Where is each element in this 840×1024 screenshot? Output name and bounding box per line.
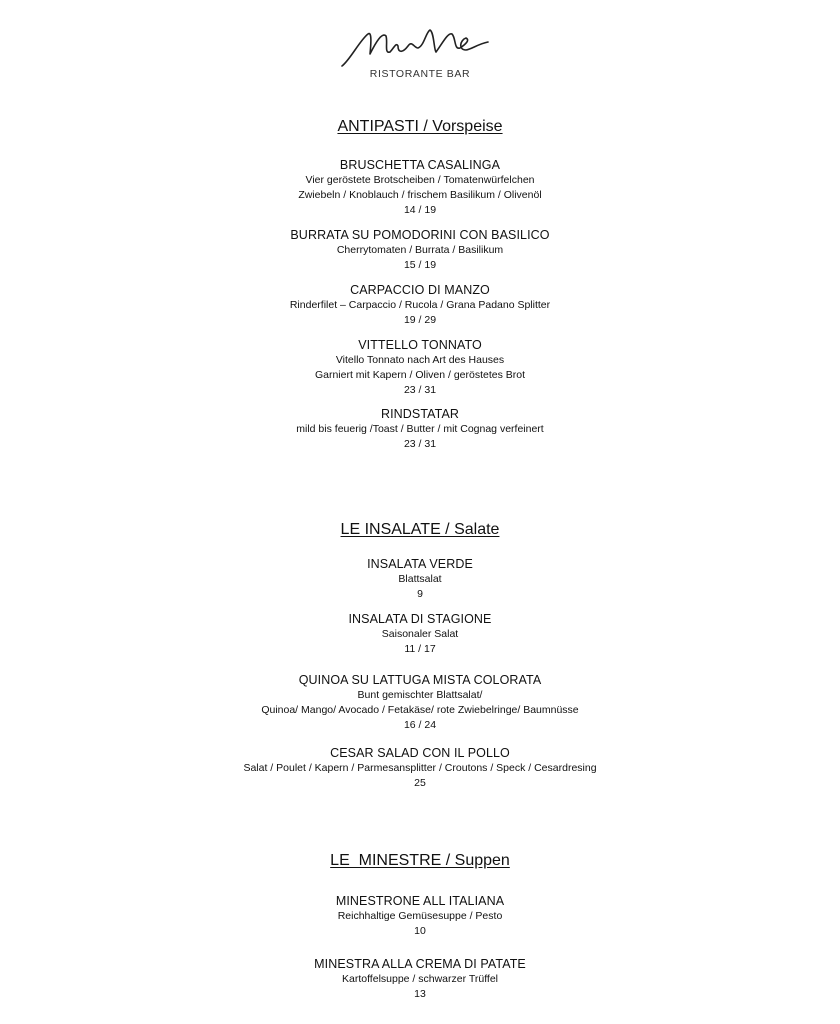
menu-item [0, 407, 840, 452]
item-name: VITTELLO TONNATO [358, 338, 482, 352]
logo-subtitle: RISTORANTE BAR [369, 68, 471, 80]
menu-item [0, 283, 840, 328]
item-description: Salat / Poulet / Kapern / Parmesansplitter / Croutons / Speck / Cesardresing [243, 762, 597, 774]
item-price: 16 / 24 [403, 719, 437, 731]
section-title-antipasti: ANTIPASTI / Vorspeise [337, 118, 503, 135]
signature-logo-icon [338, 22, 498, 72]
item-description: Saisonaler Salat [381, 628, 459, 640]
item-description: mild bis feuerig /Toast / Butter / mit Cognag verfeinert [296, 423, 544, 435]
item-price: 23 / 31 [403, 384, 437, 396]
item-description: Reichhaltige Gemüsesuppe / Pesto [337, 910, 503, 922]
menu-item [0, 228, 840, 273]
item-price: 10 [414, 925, 426, 937]
item-description: Bunt gemischter Blattsalat/ [357, 689, 483, 701]
menu-item [0, 158, 840, 218]
item-name: INSALATA VERDE [367, 557, 473, 571]
item-description: Vier geröstete Brotscheiben / Tomatenwürfelchen [305, 174, 535, 186]
item-price: 11 / 17 [404, 643, 436, 655]
item-price: 14 / 19 [403, 204, 437, 216]
menu-item [0, 673, 840, 733]
item-price: 15 / 19 [403, 259, 437, 271]
item-description: Garniert mit Kapern / Oliven / geröstetes Brot [314, 369, 526, 381]
restaurant-logo [0, 18, 840, 88]
item-name: MINESTRONE ALL ITALIANA [335, 894, 505, 908]
item-price: 25 [414, 777, 426, 789]
item-name: CESAR SALAD CON IL POLLO [330, 746, 510, 760]
item-name: QUINOA SU LATTUGA MISTA COLORATA [298, 673, 542, 687]
item-price: 13 [414, 988, 426, 1000]
item-name: CARPACCIO DI MANZO [350, 283, 490, 297]
menu-item [0, 557, 840, 602]
menu-item [0, 338, 840, 398]
item-name: INSALATA DI STAGIONE [348, 612, 492, 626]
item-price: 19 / 29 [403, 314, 437, 326]
item-description: Quinoa/ Mango/ Avocado / Fetakäse/ rote Zwiebelringe/ Baumnüsse [261, 704, 579, 716]
item-price: 23 / 31 [403, 438, 437, 450]
item-description: Vitello Tonnato nach Art des Hauses [335, 354, 505, 366]
item-name: RINDSTATAR [380, 407, 460, 421]
section-title-insalate: LE INSALATE / Salate [340, 521, 500, 538]
menu-item [0, 894, 840, 939]
item-description: Blattsalat [398, 573, 442, 585]
item-description: Rinderfilet – Carpaccio / Rucola / Grana Padano Splitter [289, 299, 551, 311]
menu-item [0, 612, 840, 657]
item-price: 9 [417, 588, 423, 600]
item-description: Zwiebeln / Knoblauch / frischem Basilikum / Olivenöl [298, 189, 542, 201]
item-description: Kartoffelsuppe / schwarzer Trüffel [341, 973, 499, 985]
item-name: MINESTRA ALLA CREMA DI PATATE [314, 957, 526, 971]
item-name: BRUSCHETTA CASALINGA [339, 158, 501, 172]
item-name: BURRATA SU POMODORINI CON BASILICO [290, 228, 550, 242]
menu-item [0, 746, 840, 791]
item-description: Cherrytomaten / Burrata / Basilikum [336, 244, 504, 256]
menu-item [0, 957, 840, 1002]
section-title-minestre: LE MINESTRE / Suppen [330, 852, 510, 869]
